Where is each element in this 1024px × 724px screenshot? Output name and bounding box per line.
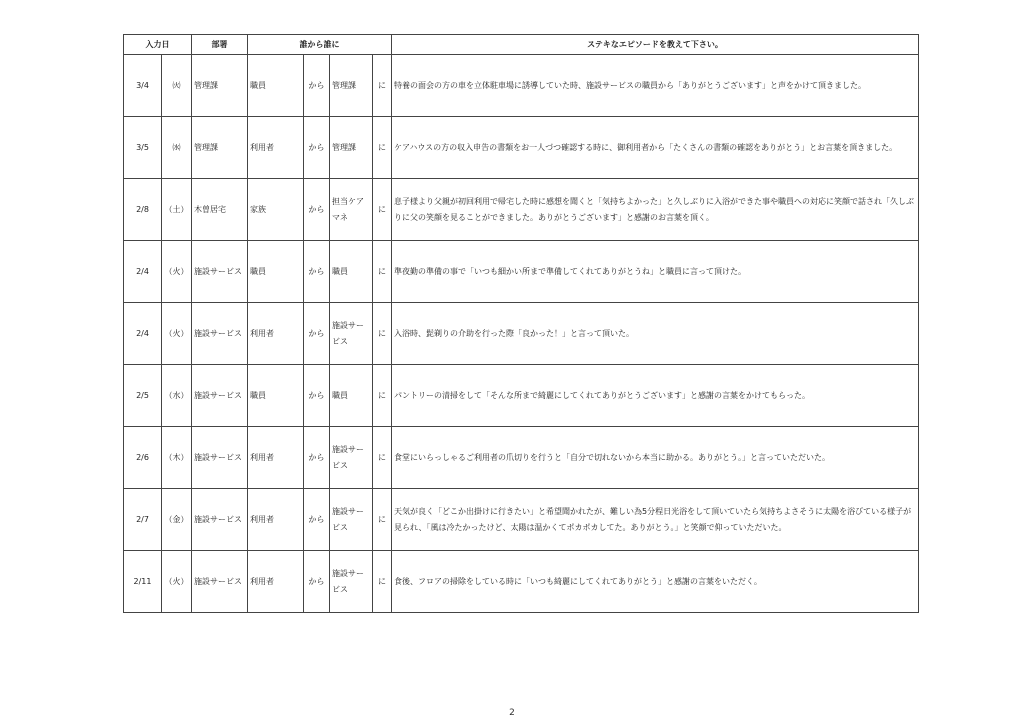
row-to: 職員	[330, 241, 373, 303]
row-day-of-week: （火）	[162, 303, 192, 365]
row-kara: から	[304, 117, 330, 179]
row-department: 管理課	[192, 55, 248, 117]
row-day-of-week: （金）	[162, 489, 192, 551]
row-kara: から	[304, 365, 330, 427]
row-kara: から	[304, 551, 330, 613]
row-from: 利用者	[248, 551, 304, 613]
row-to: 施設サービス	[330, 303, 373, 365]
table-row	[124, 489, 919, 551]
row-kara: から	[304, 179, 330, 241]
row-ni: に	[373, 551, 392, 613]
row-ni: に	[373, 489, 392, 551]
row-day-of-week: （火）	[162, 241, 192, 303]
row-to: 担当ケアマネ	[330, 179, 373, 241]
row-day-of-week: （土）	[162, 179, 192, 241]
row-date: 2/6	[124, 427, 162, 489]
row-department: 施設サービス	[192, 241, 248, 303]
row-date: 2/8	[124, 179, 162, 241]
row-to: 管理課	[330, 117, 373, 179]
row-ni: に	[373, 303, 392, 365]
row-day-of-week: （火）	[162, 551, 192, 613]
row-episode: 食堂にいらっしゃるご利用者の爪切りを行うと「自分で切れないから本当に助かる。ありがとう。」と言っていただいた。	[392, 427, 919, 489]
row-ni: に	[373, 365, 392, 427]
row-to: 施設サービス	[330, 551, 373, 613]
row-kara: から	[304, 303, 330, 365]
row-to: 施設サービス	[330, 489, 373, 551]
row-day-of-week: （水）	[162, 365, 192, 427]
row-ni: に	[373, 117, 392, 179]
row-episode: パントリーの清掃をして「そんな所まで綺麗にしてくれてありがとうございます」と感謝の言葉をかけてもらった。	[392, 365, 919, 427]
header-episode: ステキなエピソードを教えて下さい。	[392, 35, 919, 55]
row-day-of-week: （木）	[162, 427, 192, 489]
row-date: 3/5	[124, 117, 162, 179]
row-episode: 息子様より父親が初回利用で帰宅した時に感想を聞くと「気持ちよかった」と久しぶりに入浴ができた事や職員への対応に笑顔で話され「久しぶりに父の笑顔を見ることができました。ありがとうございます」と感謝のお言葉を頂く。	[392, 179, 919, 241]
row-ni: に	[373, 55, 392, 117]
row-episode: ケアハウスの方の収入申告の書類をお一人づつ確認する時に、御利用者から「たくさんの書類の確認をありがとう」とお言葉を頂きました。	[392, 117, 919, 179]
row-to: 職員	[330, 365, 373, 427]
row-kara: から	[304, 427, 330, 489]
table-row	[124, 427, 919, 489]
row-kara: から	[304, 489, 330, 551]
row-department: 施設サービス	[192, 365, 248, 427]
row-from: 職員	[248, 241, 304, 303]
table-row	[124, 179, 919, 241]
row-from: 利用者	[248, 303, 304, 365]
table-row	[124, 241, 919, 303]
row-ni: に	[373, 427, 392, 489]
row-date: 2/4	[124, 241, 162, 303]
row-department: 施設サービス	[192, 303, 248, 365]
row-date: 2/7	[124, 489, 162, 551]
row-episode: 特養の面会の方の車を立体駐車場に誘導していた時、施設サービスの職員から「ありがとうございます」と声をかけて頂きました。	[392, 55, 919, 117]
row-to: 施設サービス	[330, 427, 373, 489]
page-number: 2	[509, 708, 515, 718]
table-row	[124, 551, 919, 613]
row-date: 2/5	[124, 365, 162, 427]
row-department: 木曽居宅	[192, 179, 248, 241]
episode-table	[123, 34, 919, 613]
row-from: 利用者	[248, 489, 304, 551]
row-department: 管理課	[192, 117, 248, 179]
row-kara: から	[304, 241, 330, 303]
row-ni: に	[373, 179, 392, 241]
table-row	[124, 117, 919, 179]
row-from: 利用者	[248, 427, 304, 489]
row-day-of-week: ㈬	[162, 117, 192, 179]
row-kara: から	[304, 55, 330, 117]
table-row	[124, 303, 919, 365]
row-episode: 入浴時、髭剃りの介助を行った際「良かった！」と言って頂いた。	[392, 303, 919, 365]
row-from: 家族	[248, 179, 304, 241]
row-day-of-week: ㈫	[162, 55, 192, 117]
header-date: 入力日	[124, 35, 192, 55]
row-department: 施設サービス	[192, 551, 248, 613]
row-department: 施設サービス	[192, 489, 248, 551]
row-episode: 食後、フロアの掃除をしている時に「いつも綺麗にしてくれてありがとう」と感謝の言葉をいただく。	[392, 551, 919, 613]
table-row	[124, 365, 919, 427]
row-department: 施設サービス	[192, 427, 248, 489]
table-row	[124, 55, 919, 117]
header-department: 部署	[192, 35, 248, 55]
row-date: 2/11	[124, 551, 162, 613]
row-episode: 準夜勤の準備の事で「いつも細かい所まで準備してくれてありがとうね」と職員に言って頂けた。	[392, 241, 919, 303]
row-to: 管理課	[330, 55, 373, 117]
row-date: 2/4	[124, 303, 162, 365]
header-from-to: 誰から誰に	[248, 35, 392, 55]
row-date: 3/4	[124, 55, 162, 117]
row-from: 職員	[248, 365, 304, 427]
row-from: 利用者	[248, 117, 304, 179]
row-from: 職員	[248, 55, 304, 117]
row-episode: 天気が良く「どこか出掛けに行きたい」と希望聞かれたが、難しい為5分程日光浴をして頂いていたら気持ちよさそうに太陽を浴びている様子が見られ、「風は冷たかったけど、太陽は温かくてポカポカしてた。ありがとう。」と笑顔で仰っていただいた。	[392, 489, 919, 551]
header-row	[124, 35, 919, 55]
row-ni: に	[373, 241, 392, 303]
